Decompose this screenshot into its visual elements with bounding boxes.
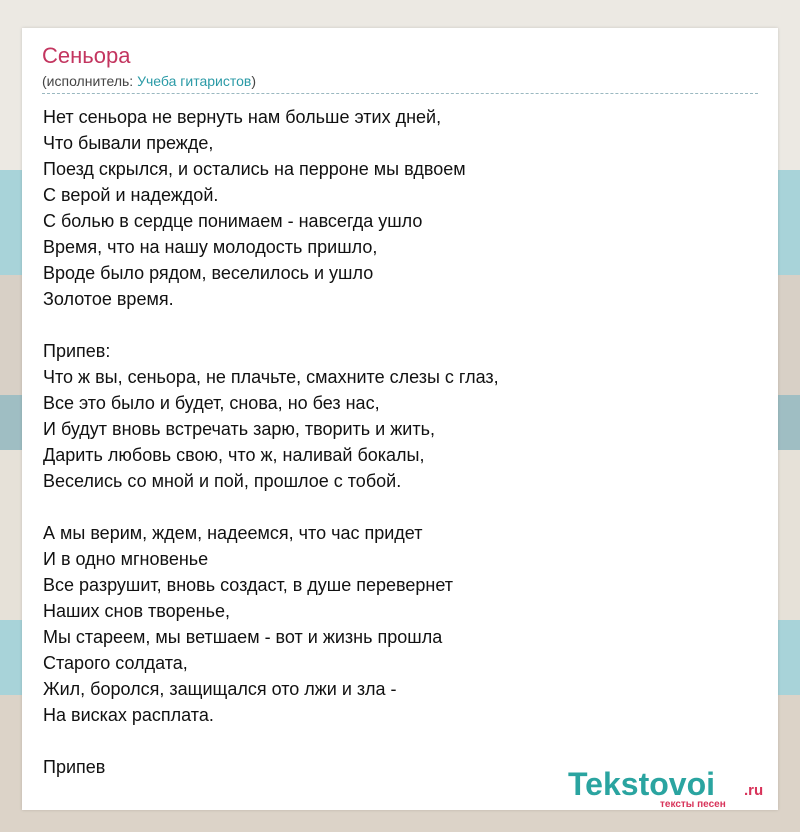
artist-line (42, 73, 256, 89)
lyric-line: Что ж вы, сеньора, не плачьте, смахните слезы с глаз, (43, 367, 499, 387)
lyric-line: Припев: (43, 341, 111, 361)
lyric-line: Время, что на нашу молодость пришло, (43, 237, 378, 257)
lyric-line (43, 312, 759, 338)
lyric-line: Вроде было рядом, веселилось и ушло (43, 263, 374, 283)
lyric-line: С верой и надеждой. (43, 185, 219, 205)
lyric-line: Веселись со мной и пой, прошлое с тобой. (43, 471, 402, 491)
artist-link[interactable]: Учеба гитаристов (137, 73, 252, 89)
lyric-line: Мы стареем, мы ветшаем - вот и жизнь прошла (43, 627, 443, 647)
song-title: Сеньора (42, 43, 131, 68)
lyric-line: На висках расплата. (43, 705, 214, 725)
site-logo[interactable] (568, 766, 778, 810)
lyric-line: Поезд скрылся, и остались на перроне мы вдвоем (43, 159, 466, 179)
artist-suffix: ) (251, 73, 257, 89)
lyric-line: И в одно мгновенье (43, 549, 209, 569)
lyric-line: Что бывали прежде, (43, 133, 214, 153)
lyric-line: Дарить любовь свою, что ж, наливай бокалы, (43, 445, 425, 465)
lyric-line: Наших снов творенье, (43, 601, 230, 621)
title-divider (42, 93, 758, 94)
lyric-line: Припев (43, 757, 106, 777)
lyrics-text (43, 104, 759, 780)
lyric-line: Золотое время. (43, 289, 174, 309)
logo-tagline: тексты песен (660, 799, 726, 810)
lyric-line (43, 728, 759, 754)
lyric-line: Старого солдата, (43, 653, 188, 673)
lyric-line: Жил, боролся, защищался ото лжи и зла - (43, 679, 397, 699)
lyric-line: С болью в сердце понимаем - навсегда ушло (43, 211, 423, 231)
lyric-line (43, 494, 759, 520)
lyric-line: А мы верим, ждем, надеемся, что час придет (43, 523, 423, 543)
artist-prefix: (исполнитель: (42, 73, 138, 89)
lyric-line: Нет сеньора не вернуть нам больше этих дней, (43, 107, 442, 127)
lyrics-card (22, 28, 778, 810)
logo-domain: .ru (744, 782, 764, 799)
lyric-line: Все это было и будет, снова, но без нас, (43, 393, 380, 413)
logo-wordmark: Tekstovoi (568, 766, 715, 802)
lyric-line: И будут вновь встречать зарю, творить и жить, (43, 419, 435, 439)
lyric-line: Все разрушит, вновь создаст, в душе перевернет (43, 575, 454, 595)
